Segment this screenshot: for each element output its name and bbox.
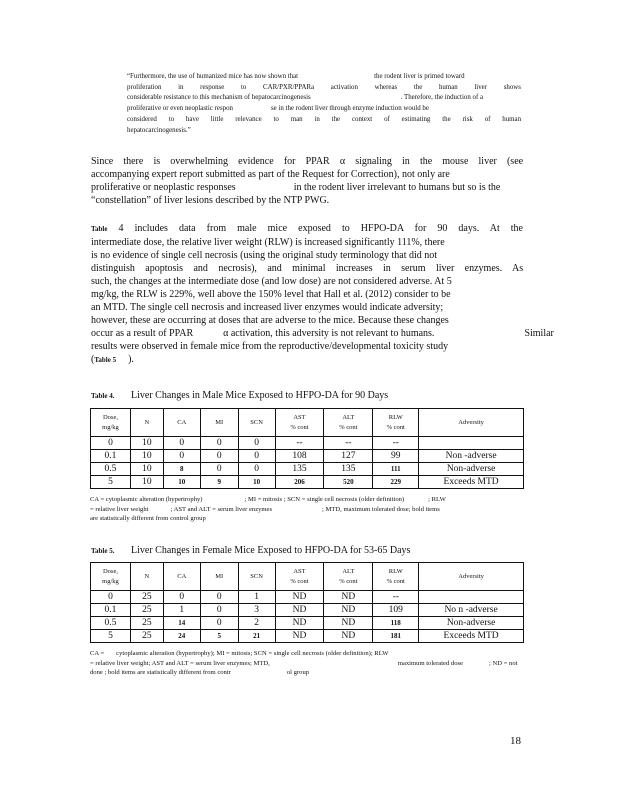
quote-line-4: proliferative or even neoplastic respon se in the rodent liver through enzyme induction would be [127, 105, 429, 113]
table4-header-n: N [130, 409, 163, 437]
table5-header-ca: CA [163, 563, 200, 591]
table-cell: ND [324, 630, 373, 643]
table-cell: Exceeds MTD [419, 630, 524, 643]
para1-line-1: Since there is overwhelming evidence for PPAR α signaling in the mouse liver (see [91, 156, 524, 167]
para2-line-11: (Table 5 ). [91, 354, 134, 365]
para2-line-9: occur as a result of PPAR α activation, this adversity is not relevant to humans. Similar [91, 328, 554, 339]
table-row [91, 604, 524, 617]
table-row [91, 591, 524, 604]
table-row [91, 463, 524, 476]
table5-header-dose: Dose, mg/kg [91, 563, 131, 591]
table-cell: ND [324, 604, 373, 617]
table-cell: ND [275, 617, 324, 630]
table4-label: Table 4. [91, 392, 115, 400]
para1-line-4: “constellation” of liver lesions described by the NTP PWG. [91, 195, 330, 206]
table5-header-n: N [130, 563, 163, 591]
page-number: 18 [510, 735, 521, 747]
table4-header-adversity: Adversity [419, 409, 524, 437]
table5-footnote-line-1: CA = cytoplasmic alteration (hypertrophy); MI = mitosis; SCN = single cell necrosis (older definition); RLW [90, 650, 389, 657]
quote-line-3: considerable resistance to this mechanism of hepatocarcinogenesis . Therefore, the induction of a [127, 94, 484, 102]
table4 [90, 408, 524, 489]
table-cell: 0 [163, 591, 200, 604]
para2-line-10: results were observed in female mice from the reproductive/developmental toxicity study [91, 341, 449, 352]
table4-footnote-line-1: CA = cytoplasmic alteration (hypertrophy) ; MI = mitosis ; SCN = single cell necrosis (older definition) ; RLW [90, 496, 446, 503]
table-cell: Non-adverse [419, 463, 524, 476]
table-cell: 25 [130, 630, 163, 643]
table5-footnote-line-3: done ; bold items are statistically different from contr ol group [90, 669, 310, 676]
table5-header-scn: SCN [238, 563, 275, 591]
table-cell: -- [275, 437, 324, 450]
table-cell: -- [373, 437, 419, 450]
table-cell: ND [324, 617, 373, 630]
table4-title: Liver Changes in Male Mice Exposed to HFPO-DA for 90 Days [131, 390, 389, 401]
table-cell: 24 [163, 630, 200, 643]
table-cell: 1 [163, 604, 200, 617]
table4-header-scn: SCN [238, 409, 275, 437]
table-cell: ND [324, 591, 373, 604]
quote-block [127, 72, 521, 136]
table-cell: 127 [324, 450, 373, 463]
table5-label: Table 5. [91, 547, 115, 555]
table4-header-mi: MI [200, 409, 238, 437]
table-row [91, 617, 524, 630]
table5-caption [91, 545, 410, 556]
para1-line-2: accompanying expert report submitted as part of the Request for Correction), not only are [91, 169, 450, 180]
table4-header-alt: ALT % cont [324, 409, 373, 437]
table-cell: 135 [275, 463, 324, 476]
table-cell: 0 [200, 450, 238, 463]
table4-header-rlw: RLW % cont [373, 409, 419, 437]
table-cell: 135 [324, 463, 373, 476]
table-cell: 0.5 [91, 463, 131, 476]
table5-header-rlw: RLW % cont [373, 563, 419, 591]
table-cell: 8 [163, 463, 200, 476]
table5-header-alt: ALT % cont [324, 563, 373, 591]
table-cell [419, 591, 524, 604]
table-cell: 181 [373, 630, 419, 643]
table-cell: 10 [130, 437, 163, 450]
table5-title: Liver Changes in Female Mice Exposed to HFPO-DA for 53-65 Days [131, 545, 411, 556]
table-cell: 25 [130, 617, 163, 630]
table5-header-row [91, 563, 524, 591]
para2-line-1: Table 4 includes data from male mice exposed to HFPO-DA for 90 days. At the [91, 223, 523, 234]
table4-header-row [91, 409, 524, 437]
table5-header-mi: MI [200, 563, 238, 591]
para2-line-4: distinguish apoptosis and necrosis), and minimal increases in serum liver enzymes. As [91, 263, 524, 274]
table-cell: Non -adverse [419, 450, 524, 463]
table-cell: 1 [238, 591, 275, 604]
table4-header-dose: Dose, mg/kg [91, 409, 131, 437]
table-cell: 0.1 [91, 450, 131, 463]
table-cell: 206 [275, 476, 324, 489]
table4-footnote-line-3: are statistically different from control group [90, 515, 206, 522]
table-cell: 25 [130, 604, 163, 617]
table-cell: 0 [200, 591, 238, 604]
table-cell: 25 [130, 591, 163, 604]
table-cell: 3 [238, 604, 275, 617]
table-cell: 108 [275, 450, 324, 463]
table5-footnote [90, 649, 524, 678]
table-row [91, 630, 524, 643]
table-cell: 5 [91, 630, 131, 643]
para2-line-7: an MTD. The single cell necrosis and increased liver enzymes would indicate adversity; [91, 302, 444, 313]
table5 [90, 562, 524, 643]
table4-header-ca: CA [163, 409, 200, 437]
table-cell: 0 [200, 437, 238, 450]
paragraph-ppar-signaling [91, 155, 523, 207]
paragraph-table4-discussion [91, 222, 554, 367]
table-cell: -- [324, 437, 373, 450]
table-cell: 10 [163, 476, 200, 489]
table-cell: 10 [130, 450, 163, 463]
quote-line-1: “Furthermore, the use of humanized mice has now shown that the rodent liver is primed toward [127, 73, 465, 80]
table-cell: ND [275, 630, 324, 643]
table-cell: 111 [373, 463, 419, 476]
para2-line-6: mg/kg, the RLW is 229%, well above the 150% level that Hall et al. (2012) consider to be [91, 289, 451, 300]
para1-line-3: proliferative or neoplastic responses in the rodent liver irrelevant to humans but so is the [91, 182, 501, 193]
table-cell: 109 [373, 604, 419, 617]
table-cell: 0 [238, 437, 275, 450]
table-cell: 10 [238, 476, 275, 489]
para2-line-5: such, the changes at the intermediate dose (and low dose) are not considered adverse. At 5 [91, 276, 452, 287]
table-cell: 0 [91, 437, 131, 450]
table-row [91, 437, 524, 450]
table-cell: 99 [373, 450, 419, 463]
quote-line-2: proliferation in response to CAR/PXR/PPARa activation whereas the human liver shows [127, 83, 521, 91]
table-cell: 520 [324, 476, 373, 489]
table-cell: ND [275, 604, 324, 617]
table-cell: 0.5 [91, 617, 131, 630]
quote-line-5: considered to have little relevance to man in the context of estimating the risk of human [127, 115, 522, 123]
table5-footnote-line-2: = relative liver weight; AST and ALT = serum liver enzymes; MTD, maximum tolerated dose ; ND = not [90, 659, 518, 667]
para2-line-3: is no evidence of single cell necrosis (using the original study terminology that did not [91, 250, 438, 261]
table-row [91, 450, 524, 463]
table-cell: ND [275, 591, 324, 604]
table-cell: 118 [373, 617, 419, 630]
table5-header-adversity: Adversity [419, 563, 524, 591]
table-cell: 0 [200, 617, 238, 630]
table-cell: 10 [130, 463, 163, 476]
table-cell: No n -adverse [419, 604, 524, 617]
table-cell: 229 [373, 476, 419, 489]
table-cell: 21 [238, 630, 275, 643]
table-cell: 10 [130, 476, 163, 489]
table-cell: 0 [91, 591, 131, 604]
table-cell: 0 [163, 437, 200, 450]
table4-header-ast: AST % cont [275, 409, 324, 437]
quote-line-6: hepatocarcinogenesis.” [127, 126, 191, 134]
table-cell: 5 [91, 476, 131, 489]
table5-header-ast: AST % cont [275, 563, 324, 591]
table-cell: 0 [200, 604, 238, 617]
para2-line-2: intermediate dose, the relative liver weight (RLW) is increased significantly 111%, there [91, 237, 445, 248]
para2-line-8: however, these are occurring at doses that are adverse to the mice. Because these changes [91, 315, 449, 326]
table-cell: -- [373, 591, 419, 604]
table-cell: 0 [200, 463, 238, 476]
table-cell: 14 [163, 617, 200, 630]
table-cell: Exceeds MTD [419, 476, 524, 489]
table-cell: Non-adverse [419, 617, 524, 630]
table-cell: 5 [200, 630, 238, 643]
table4-footnote-line-2: = relative liver weight ; AST and ALT = serum liver enzymes ; MTD, maximum tolerated dose; bold items [90, 505, 440, 513]
table-cell: 2 [238, 617, 275, 630]
table-cell [419, 437, 524, 450]
table4-caption [91, 390, 388, 401]
table4-footnote [90, 495, 524, 524]
table-cell: 0 [238, 463, 275, 476]
table-row [91, 476, 524, 489]
table-cell: 9 [200, 476, 238, 489]
table-cell: 0.1 [91, 604, 131, 617]
table-cell: 0 [238, 450, 275, 463]
table-cell: 0 [163, 450, 200, 463]
